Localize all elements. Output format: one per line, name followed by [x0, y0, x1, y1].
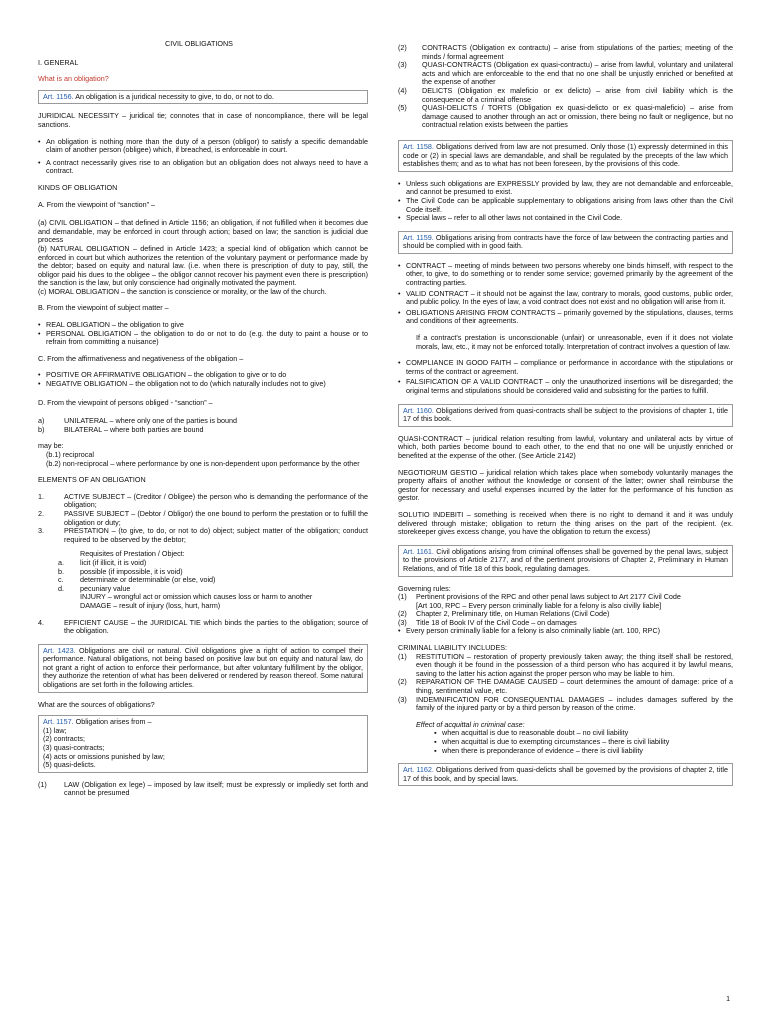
list-item: ▪ when acquittal is due to exempting circumstances – there is civil liability	[434, 738, 733, 747]
list-item: (1) law;	[43, 725, 67, 735]
article-number: Art. 1156.	[43, 91, 74, 101]
article-text: Obligations arising from contracts have the force of law between the contracting parties and should be complied with in good faith.	[403, 232, 728, 251]
article-number: Art. 1159.	[403, 232, 434, 242]
may-be-list	[38, 451, 368, 468]
article-number: Art. 1423.	[43, 645, 76, 655]
list-item: • VALID CONTRACT – it should not be against the law, contrary to morals, good customs, public order, and public policy. In the eyes of law, a void contract does not exist and no obligation will arise from it.	[398, 290, 733, 307]
damage-definition: DAMAGE – result of injury (loss, hurt, harm)	[80, 600, 221, 610]
list-item: (4) DELICTS (Obligation ex maleficio or ex delicto) – arise from civil liability which is the consequence of a criminal offense	[398, 85, 733, 104]
list-item: a) UNILATERAL – where only one of the parties is bound	[38, 416, 237, 426]
article-text: Civil obligations arising from criminal offenses shall be governed by the penal laws, subject to the provisions of Article 2177, and of the pertinent provisions of Chapter 2, Preliminary in Human Relations, and of Title 18 of this book, regulating damages.	[403, 546, 728, 573]
article-1158	[398, 140, 733, 172]
article-number: Art. 1158.	[403, 141, 434, 151]
persons-list	[38, 417, 368, 434]
criminal-liability-list	[398, 653, 733, 713]
list-item: (c) MORAL OBLIGATION – the sanction is conscience or morality, or the law of the church.	[38, 286, 327, 296]
list-item: • REAL OBLIGATION – the obligation to give	[38, 321, 368, 330]
list-item: (5) quasi-delicts.	[43, 760, 96, 770]
injury-definition: INJURY – wrongful act or omission which causes loss or harm to another	[80, 592, 313, 602]
sources-list	[398, 44, 733, 130]
view-b-heading: B. From the viewpoint of subject matter –	[38, 303, 169, 313]
governing-rules-list	[398, 593, 733, 627]
section-heading: I. GENERAL	[38, 57, 79, 67]
may-be-label: may be:	[38, 441, 64, 451]
list-item: (2) CONTRACTS (Obligation ex contractu) – arise from stipulations of the parties; meeting of the minds / formal agreement	[398, 43, 733, 61]
elements-heading: ELEMENTS OF AN OBLIGATION	[38, 475, 146, 485]
list-item: • OBLIGATIONS ARISING FROM CONTRACTS – primarily governed by the stipulations, clauses, terms and conditions of their agreements.	[398, 309, 733, 326]
acquittal-heading: Effect of acquittal in criminal case:	[416, 719, 525, 729]
requisites-heading: Requisites of Prestation / Object:	[80, 549, 185, 559]
article-1162	[398, 763, 733, 786]
list-item: • A contract necessarily gives rise to an obligation but an obligation does not always need to have a contract.	[38, 159, 368, 176]
article-text: Obligations derived from quasi-delicts shall be governed by the provisions of chapter 2, title 17 of this book, and by special laws.	[403, 765, 728, 783]
law-source: (1) LAW (Obligation ex lege) – imposed by law itself; must be expressly or impliedly set forth and cannot be presumed	[38, 779, 368, 798]
list-item: (1) RESTITUTION – restoration of property previously taken away; the thing itself shall be restored, even though it be found in the possession of a third person who has acquired it by lawful means, saving to the latter his action against the proper person who may be liable to him.	[398, 651, 733, 678]
list-item: • Unless such obligations are EXPRESSLY provided by law, they are not demandable and enforceable, and cannot be presumed to exist.	[398, 180, 733, 197]
article-number: Art. 1162.	[403, 765, 434, 775]
view-c-heading: C. From the affirmativeness and negativeness of the obligation –	[38, 353, 244, 363]
list-item: ▪ when there is preponderance of evidence – there is civil liability	[434, 747, 733, 756]
efficient-cause: 4. EFFICIENT CAUSE – the JURIDICAL TIE which binds the parties to the obligation; source of the obligation.	[38, 617, 368, 636]
list-item: (2) Chapter 2, Preliminary title, on Human Relations (Civil Code)	[398, 609, 610, 619]
article-text: Obligations derived from law are not presumed. Only those (1) expressly determined in this code or (2) in special laws are demandable, and shall be regulated by the precepts of the law which establishes them; and as to what has not been foreseen, by the provisions of this code.	[403, 141, 729, 169]
article-1161	[398, 545, 733, 577]
article-text: Obligation arises from –	[75, 717, 152, 727]
view-d-heading: D. From the viewpoint of persons obliged - “sanction” –	[38, 397, 213, 407]
page-number: 1	[726, 996, 730, 1003]
left-column	[38, 40, 368, 798]
list-item: d. pecuniary value	[58, 583, 131, 593]
sanction-list	[38, 219, 368, 296]
article-text: Obligations are civil or natural. Civil obligations give a right of action to compel their performance. Natural obligations, not being based on positive law but on equity and natural law, do not grant a right of action to enforce their performance, but after voluntary fulfillment by the obligor, they authorize the retention of what has been delivered or rendered by reason thereof. Some natural obligations are set forth in the following articles.	[43, 645, 363, 690]
list-item: 1. ACTIVE SUBJECT – (Creditor / Obligee) the person who is demanding the performance of the obligation;	[38, 491, 368, 510]
juridical-necessity: JURIDICAL NECESSITY – juridical tie; connotes that in case of noncompliance, there will be legal sanctions.	[38, 111, 368, 129]
list-item: a. licit (if illicit, it is void)	[58, 557, 147, 567]
list-item: • An obligation is nothing more than the duty of a person (obligor) to satisfy a specific demandable claim of another person (obligee) which, if breached, is enforceable in court.	[38, 138, 368, 155]
list-item: (2) contracts;	[43, 734, 85, 744]
article-1156	[38, 90, 368, 105]
criminal-liability-heading: CRIMINAL LIABILITY INCLUDES:	[398, 643, 508, 653]
list-item: ▪ when acquittal is due to reasonable doubt – no civil liability	[434, 729, 733, 738]
solutio-indebiti-definition: SOLUTIO INDEBITI – something is received when there is no right to demand it and it was unduly delivered through mistake; obligation to return the thing arises on the part of the recipient. (ex. storekeeper gives excess change, you have the obligation to return the excess)	[398, 509, 733, 537]
list-item: (b.2) non-reciprocal – where performance by one is non-dependent upon performance by the other	[46, 458, 360, 468]
list-item: • FALSIFICATION OF A VALID CONTRACT – only the unauthorized insertions will be disregarded; the original terms and stipulations should be considered valid and subsisting for the parties to fulfill.	[398, 378, 733, 395]
list-item: (4) acts or omissions punished by law;	[43, 751, 165, 761]
elements-list	[38, 493, 368, 545]
list-item: • Special laws – refer to all other laws not contained in the Civil Code.	[398, 214, 733, 223]
kinds-heading: KINDS OF OBLIGATION	[38, 182, 118, 192]
list-item: (3) Title 18 of Book IV of the Civil Code – on damages	[398, 617, 577, 627]
right-column	[398, 40, 733, 786]
question-obligation: What is an obligation?	[38, 74, 109, 84]
document-title: CIVIL OBLIGATIONS	[165, 39, 233, 48]
acquittal-list	[398, 729, 733, 755]
list-item: (b.1) reciprocal	[46, 450, 94, 459]
list-item: • POSITIVE OR AFFIRMATIVE OBLIGATION – the obligation to give or to do	[38, 371, 368, 380]
subject-matter-list	[38, 321, 368, 347]
quasi-contract-definition: QUASI-CONTRACT – juridical relation resulting from lawful, voluntary and unilateral acts by virtue of which, both parties become bound to each other, to the end that no one will be unjustly enriched or benefited at the expense of the other. (See Article 2142)	[398, 433, 733, 460]
unconscionable-note: If a contract's prestation is unconscionable (unfair) or unreasonable, even if it does not violate morals, law, etc., it may not be enforced totally. Interpretation of contract involves a question of law.	[416, 333, 733, 351]
list-item: (3) INDEMNIFICATION FOR CONSEQUENTIAL DAMAGES – includes damages suffered by the family of the injured party or by a third person by reason of the crime.	[398, 694, 733, 713]
sources-question: What are the sources of obligations?	[38, 699, 155, 709]
article-1423	[38, 644, 368, 693]
list-item: • The Civil Code can be applicable supplementary to obligations arising from laws other than the Civil Code itself.	[398, 197, 733, 214]
list-item: b) BILATERAL – where both parties are bound	[38, 424, 204, 434]
obligation-notes	[38, 138, 368, 176]
list-item: b. possible (if impossible, it is void)	[58, 566, 183, 576]
article-1160	[398, 404, 733, 427]
list-item: • NEGATIVE OBLIGATION – the obligation not to do (which naturally includes not to give)	[38, 380, 368, 389]
list-item: c. determinate or determinable (or else, void)	[58, 575, 216, 585]
list-item: • PERSONAL OBLIGATION – the obligation to do or not to do (e.g. the duty to paint a house or to refrain from committing a nuisance)	[38, 330, 368, 347]
view-a-heading: A. From the viewpoint of “sanction” –	[38, 199, 156, 209]
governing-rules-heading: Governing rules:	[398, 583, 451, 593]
article-1158-notes	[398, 180, 733, 223]
list-item: (a) CIVIL OBLIGATION – that defined in Article 1156; an obligation, if not fulfilled when it becomes due and demandable, may be enforced in court through action; based on law; the sanction is judicial due process	[38, 218, 368, 245]
list-item: [Art 100, RPC – Every person criminally liable for a felony is also civilly liable]	[416, 600, 662, 610]
list-item: (1) Pertinent provisions of the RPC and other penal laws subject to Art 2177 Civil Code	[398, 592, 681, 602]
good-faith-notes	[398, 359, 733, 395]
list-item: 3. PRESTATION – (to give, to do, or not to do) object; subject matter of the obligation; conduct required to be observed by the debtor;	[38, 526, 368, 544]
article-text: Obligations derived from quasi-contracts shall be subject to the provisions of chapter 1, title 17 of this book.	[403, 405, 728, 424]
criminal-liability-note	[398, 627, 733, 636]
list-item: 2. PASSIVE SUBJECT – (Debtor / Obligor) the one bound to perform the prestation or to fulfill the obligation or duty;	[38, 508, 368, 527]
list-item: • COMPLIANCE IN GOOD FAITH – compliance or performance in accordance with the stipulations or terms of the contract or agreement.	[398, 359, 733, 376]
list-item: (5) QUASI-DELICTS / TORTS (Obligation ex quasi-delicto or ex quasi-maleficio) – arise from damage caused to another through an act or omission, there being no fault or negligence, but no contractual relation exists between the parties	[398, 103, 733, 130]
article-1159-notes	[398, 262, 733, 326]
article-number: Art. 1160.	[403, 405, 434, 415]
requisites-list	[38, 559, 368, 593]
list-item: • Every person criminally liable for a felony is also criminally liable (art. 100, RPC)	[398, 627, 733, 636]
list-item: (2) REPARATION OF THE DAMAGE CAUSED – court determines the amount of damage: price of a thing, sentimental value, etc.	[398, 677, 733, 696]
article-text: An obligation is a juridical necessity to give, to do, or not to do.	[75, 91, 274, 101]
list-item: (b) NATURAL OBLIGATION – defined in Article 1423; a special kind of obligation which cannot be enforced in court but which authorizes the retention of the voluntary payment or performance made by the debtor; based on equity and natural law. (i.e. when there is prescription of duty to pay, still, the obligor paid his dues to the obligee – the obligor cannot recover his payment even there is prescription) the sanction is the law, but only conscience had originally motivated the payment.	[38, 243, 368, 288]
article-1159	[398, 231, 733, 254]
list-item: (3) QUASI-CONTRACTS (Obligation ex quasi-contractu) – arise from lawful, voluntary and unilateral acts and which are enforceable to the end that no one shall be unjustly enriched or benefited at the expense of another	[398, 60, 733, 87]
negotiorum-gestio-definition: NEGOTIORUM GESTIO – juridical relation which takes place when somebody voluntarily manages the property affairs of another without the knowledge or consent of the latter; owner shall reimburse the gestor for necessary and useful expenses incurred by the latter for the performance of his function as gestor.	[398, 467, 733, 503]
list-item: • CONTRACT – meeting of minds between two persons whereby one binds himself, with respect to the other, to give, to do something or to render some service; governed primarily by the agreement of the contracting parties.	[398, 262, 733, 288]
article-1157	[38, 715, 368, 773]
affirmative-list	[38, 371, 368, 388]
article-number: Art. 1161.	[403, 546, 434, 556]
article-number: Art. 1157.	[43, 717, 74, 727]
list-item: (3) quasi-contracts;	[43, 743, 105, 753]
